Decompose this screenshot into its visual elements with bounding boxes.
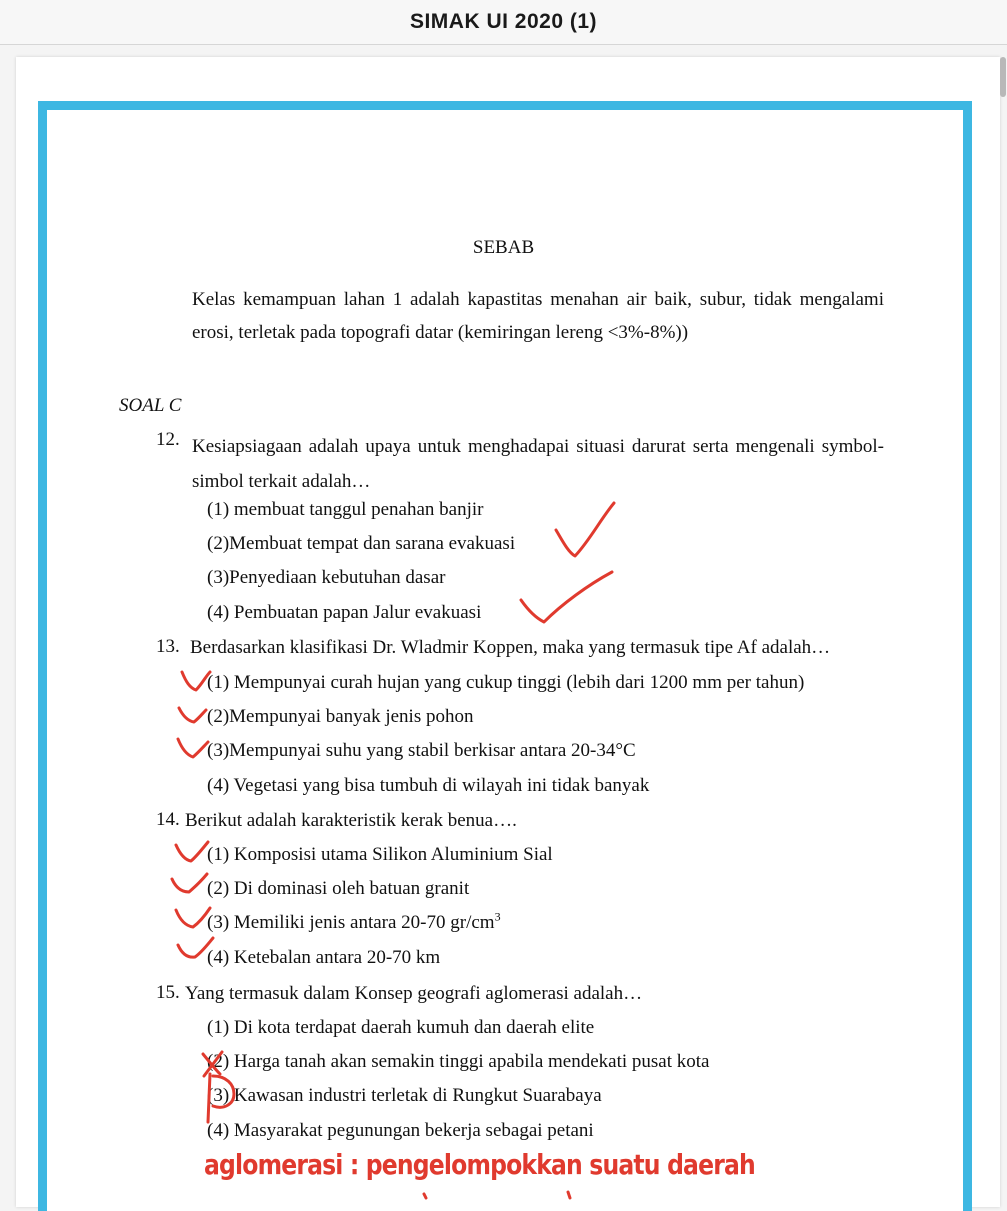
- intro-paragraph: Kelas kemampuan lahan 1 adalah kapastitas menahan air baik, subur, tidak mengalami erosi, terletak pada topografi datar (kemiringan lereng <3%-8%)): [192, 289, 884, 343]
- option-text: (3) Memiliki jenis antara 20-70 gr/cm: [207, 912, 495, 933]
- question-number: 15.: [156, 982, 180, 1003]
- handwritten-note: aglomerasi : pengelompokkan suatu daerah: [204, 1148, 755, 1181]
- option-item: (4) Masyarakat pegunungan bekerja sebagai petani: [207, 1120, 594, 1141]
- question-text: Yang termasuk dalam Konsep geografi aglomerasi adalah…: [185, 983, 643, 1004]
- question-number: 13.: [156, 636, 180, 657]
- option-item: (4) Pembuatan papan Jalur evakuasi: [207, 602, 482, 623]
- question-number: 12.: [156, 429, 180, 450]
- title-bar: [0, 0, 1007, 45]
- option-item: (3)Penyediaan kebutuhan dasar: [207, 567, 446, 588]
- option-item: (1) membuat tanggul penahan banjir: [207, 499, 484, 520]
- option-item: (1) Komposisi utama Silikon Aluminium Sial: [207, 844, 553, 865]
- option-item: (2) Harga tanah akan semakin tinggi apabila mendekati pusat kota: [207, 1051, 710, 1072]
- option-item: (1) Mempunyai curah hujan yang cukup tinggi (lebih dari 1200 mm per tahun): [207, 672, 805, 693]
- option-item: (4) Ketebalan antara 20-70 km: [207, 947, 441, 968]
- option-item: (1) Di kota terdapat daerah kumuh dan daerah elite: [207, 1017, 595, 1038]
- question-text: Kesiapsiagaan adalah upaya untuk menghadapai situasi darurat serta mengenali symbol-simbol terkait adalah…: [192, 436, 884, 492]
- question-number: 14.: [156, 809, 180, 830]
- option-item: (4) Vegetasi yang bisa tumbuh di wilayah ini tidak banyak: [207, 775, 650, 796]
- question-text: Berdasarkan klasifikasi Dr. Wladmir Koppen, maka yang termasuk tipe Af adalah…: [190, 637, 831, 658]
- window-title: SIMAK UI 2020 (1): [409, 10, 598, 33]
- superscript: 3: [494, 909, 501, 924]
- option-item: (2)Membuat tempat dan sarana evakuasi: [207, 533, 516, 554]
- option-item: (3)Mempunyai suhu yang stabil berkisar antara 20-34°C: [207, 740, 636, 761]
- option-item: (2)Mempunyai banyak jenis pohon: [207, 706, 474, 727]
- page-heading: SEBAB: [472, 237, 535, 258]
- option-item: (2) Di dominasi oleh batuan granit: [207, 878, 470, 899]
- option-item: (3) Kawasan industri terletak di Rungkut Suarabaya: [207, 1085, 602, 1106]
- option-item: [207, 911, 501, 935]
- section-label: SOAL C: [119, 395, 182, 416]
- question-text: Berikut adalah karakteristik kerak benua….: [185, 810, 517, 831]
- scrollbar[interactable]: [1000, 57, 1006, 97]
